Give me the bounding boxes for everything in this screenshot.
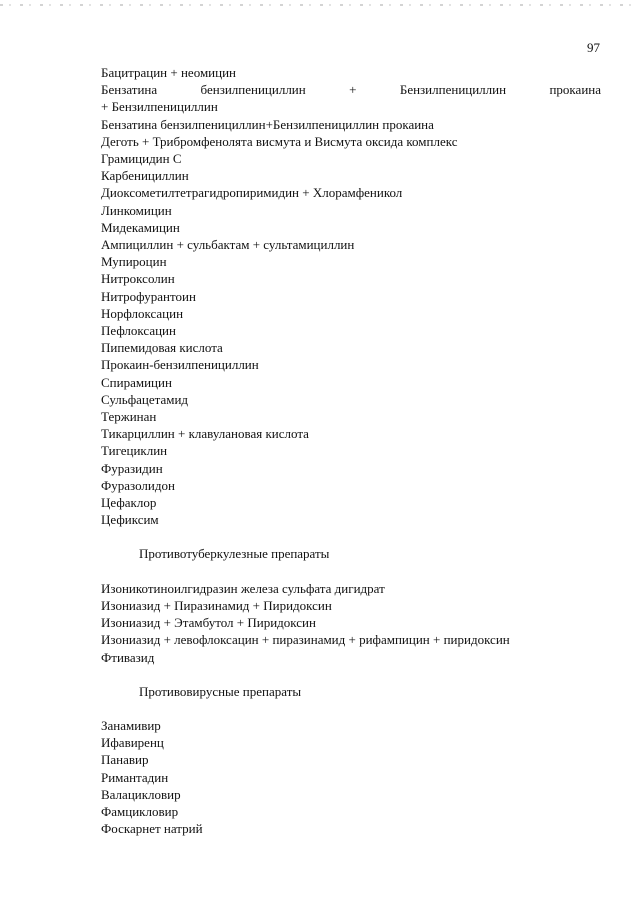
list-item-word: Бензатина — [101, 82, 158, 98]
list-item: Мупироцин — [101, 254, 167, 270]
list-item-word: бензилпенициллин — [200, 82, 306, 98]
list-item: Изоникотиноилгидразин железа сульфата дигидрат — [101, 580, 385, 596]
list-item: Мидекамицин — [101, 219, 180, 235]
list-item: Цефиксим — [101, 512, 159, 528]
list-item: Пипемидовая кислота — [101, 340, 223, 356]
list-item-continuation: + Бензилпенициллин — [101, 99, 218, 115]
list-item: Карбенициллин — [101, 168, 189, 184]
list-item: Нитрофурантоин — [101, 288, 196, 304]
document-body — [101, 64, 601, 837]
list-item: Фуразолидон — [101, 477, 175, 493]
list-item: Валацикловир — [101, 786, 181, 802]
list-item: Бацитрацин + неомицин — [101, 65, 236, 80]
list-item-word: + — [349, 82, 357, 98]
antiviral-list — [101, 717, 601, 837]
list-item: Тержинан — [101, 409, 157, 425]
list-item: Панавир — [101, 752, 149, 768]
justified-list-item — [101, 81, 601, 98]
list-item: Линкомицин — [101, 202, 172, 218]
list-item: Римантадин — [101, 769, 169, 785]
list-item: Фамцикловир — [101, 803, 179, 819]
list-item: Изониазид + левофлоксацин + пиразинамид + рифампицин + пиридоксин — [101, 632, 510, 648]
list-item: Нитроксолин — [101, 271, 175, 287]
list-item: Диоксометилтетрагидропиримидин + Хлорамфеникол — [101, 185, 403, 201]
section-heading-tuberculosis: Противотуберкулезные препараты — [139, 546, 330, 562]
section-heading-antiviral: Противовирусные препараты — [139, 683, 302, 699]
page-number: 97 — [587, 40, 600, 55]
antibiotics-list — [101, 64, 601, 528]
list-item: Ифавиренц — [101, 735, 164, 751]
list-item: Занамивир — [101, 717, 161, 733]
list-item: Тикарциллин + клавулановая кислота — [101, 426, 309, 442]
list-item: Фоскарнет натрий — [101, 821, 203, 837]
list-item: Сульфацетамид — [101, 391, 189, 407]
list-item: Изониазид + Этамбутол + Пиридоксин — [101, 615, 316, 631]
list-item: Тигециклин — [101, 443, 168, 459]
list-item: Прокаин-бензилпенициллин — [101, 357, 259, 373]
list-item: Цефаклор — [101, 495, 157, 511]
list-item: Фуразидин — [101, 460, 163, 476]
list-item: Ампициллин + сульбактам + сультамициллин — [101, 237, 355, 253]
list-item: Пефлоксацин — [101, 323, 176, 339]
list-item: Фтивазид — [101, 649, 155, 665]
list-item: Изониазид + Пиразинамид + Пиридоксин — [101, 597, 332, 613]
list-item-word: прокаина — [549, 82, 601, 98]
list-item: Норфлоксацин — [101, 305, 184, 321]
list-item-word: Бензилпенициллин — [399, 82, 507, 98]
scan-artifact-line — [0, 4, 640, 6]
list-item: Спирамицин — [101, 374, 172, 390]
tuberculosis-list — [101, 580, 601, 666]
list-item: Грамицидин С — [101, 151, 182, 167]
list-item: Бензатина бензилпенициллин+Бензилпенициллин прокаина — [101, 116, 434, 132]
list-item: Деготь + Трибромфенолята висмута и Висмута оксида комплекс — [101, 133, 458, 149]
